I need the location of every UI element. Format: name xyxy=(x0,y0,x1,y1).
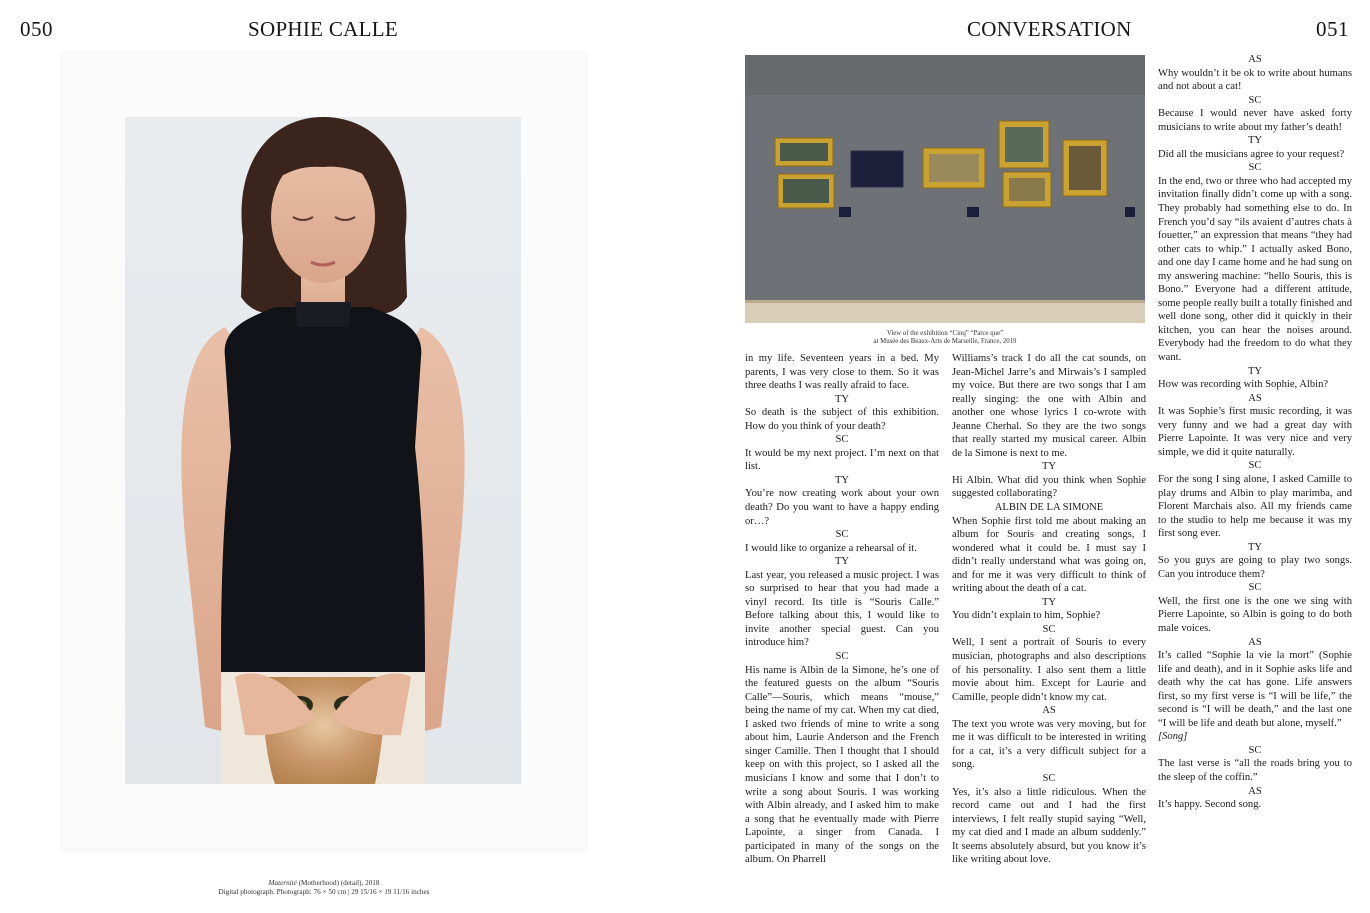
caption-title-rest: (Motherhood) (detail), 2018 xyxy=(296,879,380,887)
left-page-number: 050 xyxy=(20,17,53,41)
speaker-label: TY xyxy=(1247,541,1263,553)
text-column-1 xyxy=(745,352,939,867)
speaker-label: TY xyxy=(1247,365,1263,377)
exhibition-installation-photo xyxy=(745,55,1145,323)
text-column-2 xyxy=(952,352,1146,867)
speaker-label: TY xyxy=(1247,135,1263,147)
interview-paragraph: Because I would never have asked forty musicians to write about my father’s death! xyxy=(1158,108,1352,133)
speaker-label: SC xyxy=(1248,460,1262,472)
left-photo-caption xyxy=(62,879,586,896)
interview-paragraph: You didn’t explain to him, Sophie? xyxy=(952,610,1101,622)
interview-paragraph: I would like to organize a rehearsal of it. xyxy=(745,542,917,554)
interview-paragraph: The last verse is “all the roads bring you to the sleep of the coffin.” xyxy=(1158,758,1352,783)
interview-paragraph: It’s called “Sophie la vie la mort” (Sophie life and death), and in it Sophie asks life and death why the cat has gone. Life answers first, so my first verse is “I will be life,” the second is “I will be death,” and the last one “I will be life and death but alone, myself.” xyxy=(1158,650,1352,729)
interview-paragraph: It would be my next project. I’m next on that list. xyxy=(745,447,939,473)
speaker-label: TY xyxy=(1041,461,1057,473)
speaker-label: ALBIN DE LA SIMONE xyxy=(994,502,1104,514)
speaker-label: AS xyxy=(1248,54,1262,65)
interview-paragraph: Well, I sent a portrait of Souris to every musician, photographs and also descriptions of his personality. I also sent them a little movie about him. Except for Laurie and Camille, people didn’t know my cat. xyxy=(952,637,1146,703)
maternite-photograph xyxy=(125,117,521,784)
exhibition-caption xyxy=(745,330,1145,346)
interview-paragraph: Yes, it’s also a little ridiculous. When the record came out and I had the first interviews, I felt really stupid saying “Well, my cat died and I made an album suddenly.” It seems absolutely absurd, but you know it’s like writing about love. xyxy=(952,786,1146,866)
speaker-label: TY xyxy=(834,556,850,568)
speaker-label: SC xyxy=(835,529,849,541)
speaker-label: SC xyxy=(835,434,849,446)
left-running-head: SOPHIE CALLE xyxy=(248,17,399,41)
interview-paragraph: How was recording with Sophie, Albin? xyxy=(1158,379,1329,391)
interview-paragraph: You’re now creating work about your own death? Do you want to have a happy ending or…? xyxy=(745,488,939,527)
exhibition-caption-line-1: View of the exhibition “Cinq” “Parce que” xyxy=(886,330,1004,337)
interview-paragraph: Did all the musicians agree to your request? xyxy=(1158,148,1345,160)
speaker-label: AS xyxy=(1248,785,1262,797)
interview-paragraph: So you guys are going to play two songs. Can you introduce them? xyxy=(1158,555,1352,580)
interview-paragraph: It was Sophie’s first music recording, it was very funny and we had a great day with Pierre Lapointe. It was very nice and very simple, we did it quite naturally. xyxy=(1158,406,1352,458)
speaker-label: TY xyxy=(834,393,850,405)
speaker-label: SC xyxy=(835,651,849,663)
text-column-3 xyxy=(1158,53,1352,812)
speaker-label: SC xyxy=(1248,162,1262,174)
interview-paragraph: For the song I sing alone, I asked Camille to play drums and Albin to play marimba, and Florent Marchais also. All my friends came to the studio to help me because it was my first song ever. xyxy=(1158,473,1352,540)
speaker-label: SC xyxy=(1042,623,1056,635)
caption-line-2: Digital photograph. Photograph: 76 × 50 cm | 29 15/16 × 19 11/16 inches xyxy=(218,887,430,896)
speaker-label: SC xyxy=(1248,582,1262,594)
interview-paragraph: When Sophie first told me about making an album for Souris and creating songs, I wondered what it could be. I must say I didn’t really understand what was going on, and for me it was very difficult to think of writing about the death of a cat. xyxy=(952,515,1146,595)
interview-paragraph: In the end, two or three who had accepted my invitation finally didn’t come up with a song. They probably had something else to do. In French you’d say “ils avaient d’autres chats à fouetter,” an expression that means “they had other cats to whip.” I actually asked Bono, and one day I came home and he had sung on my answering machine: “hello Souris, this is Bono.” Everyone had a different attitude, some people really built a totally finished and well done song, other did it quickly in their kitchen, you can hear the noises around. Everybody had the freedom to do what they want. xyxy=(1158,175,1352,364)
interview-paragraph: Williams’s track I do all the cat sounds, on Jean-Michel Jarre’s and Mirwais’s I sampled my voice. But there are two songs that I am really singing: the one with Albin and another one whose lyrics I co-wrote with Jeanne Cherhal. So they are the two songs that really started my musical career. Albin de la Simone is next to me. xyxy=(952,353,1146,459)
right-running-head: CONVERSATION xyxy=(967,17,1132,41)
interview-paragraph: The text you wrote was very moving, but for me it was difficult to be interested in writing for a cat, it’s a very difficult subject for a song. xyxy=(952,718,1146,771)
speaker-label: TY xyxy=(1041,596,1057,608)
gallery-wall-illustration xyxy=(745,55,1145,323)
portrait-illustration xyxy=(125,117,521,784)
interview-paragraph: in my life. Seventeen years in a bed. My parents, I was very close to them. So it was three deaths I was really afraid to face. xyxy=(745,353,939,392)
exhibition-caption-line-2: at Musée des Beaux-Arts de Marseille, France, 2019 xyxy=(873,338,1017,346)
interview-paragraph: Why wouldn’t it be ok to write about humans and not about a cat! xyxy=(1158,67,1352,93)
right-page-number: 051 xyxy=(1316,17,1349,41)
caption-title: Maternité xyxy=(268,879,297,887)
speaker-label: AS xyxy=(1248,392,1262,404)
interview-paragraph: Last year, you released a music project. I was so surprised to hear that you had made a vinyl record. Its title is “Souris Calle.” Before talking about this, I would like to invite another special guest. Can you introduce him? xyxy=(745,569,939,649)
speaker-label: AS xyxy=(1042,705,1056,717)
interview-paragraph: Hi Albin. What did you think when Sophie suggested collaborating? xyxy=(952,474,1146,500)
speaker-label: TY xyxy=(834,474,850,486)
speaker-label: SC xyxy=(1042,772,1056,784)
interview-paragraph: So death is the subject of this exhibition. How do you think of your death? xyxy=(745,407,939,432)
interview-paragraph: Well, the first one is the one we sing with Pierre Lapointe, so Albin is going to do both male voices. xyxy=(1158,595,1352,634)
speaker-label: AS xyxy=(1248,636,1262,648)
stage-direction: [Song] xyxy=(1158,731,1188,743)
speaker-label: SC xyxy=(1248,94,1262,106)
interview-paragraph: It’s happy. Second song. xyxy=(1158,799,1262,811)
speaker-label: SC xyxy=(1248,744,1262,756)
caption-line-1 xyxy=(62,879,586,888)
interview-paragraph: His name is Albin de la Simone, he’s one of the featured guests on the album “Souris Calle”—Souris, which means “mouse,” being the name of my cat. When my cat died, I asked two friends of mine to write a song about him, Laurie Anderson and the French singer Camille. Then I thought that I should keep on with this project, so I asked all the musicians I know and some that I don’t to write a song about Souris. I was working with Albin already, and I asked him to make a song that he eventually made with Pierre Lapointe, a singer from Canada. I participated in many of the songs on the album. On Pharrell xyxy=(745,664,939,866)
